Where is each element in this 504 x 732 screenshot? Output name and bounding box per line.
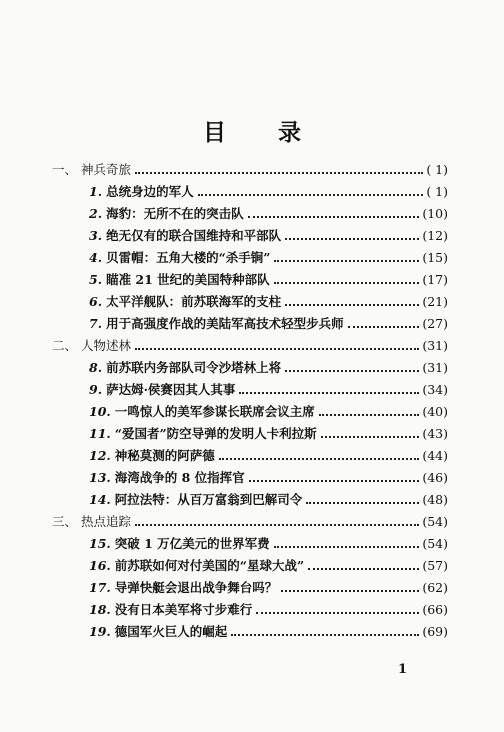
page-ref: (21) bbox=[422, 294, 448, 309]
item-title: 神秘莫测的阿萨德 bbox=[114, 448, 215, 463]
dot-leader bbox=[321, 436, 420, 438]
page-ref: (17) bbox=[422, 272, 448, 287]
item-number: 7. bbox=[89, 316, 103, 331]
item-title: 阿拉法特：从百万富翁到巴解司令 bbox=[114, 492, 303, 507]
toc-item[interactable] bbox=[52, 268, 448, 288]
dot-leader bbox=[274, 282, 420, 284]
item-number: 14. bbox=[89, 492, 111, 507]
item-title: 德国军火巨人的崛起 bbox=[114, 624, 228, 639]
dot-leader bbox=[319, 414, 420, 416]
item-number: 4. bbox=[89, 250, 103, 265]
page-ref: (34) bbox=[422, 382, 448, 397]
item-number: 15. bbox=[89, 536, 111, 551]
page-ref: (27) bbox=[422, 316, 448, 331]
toc-item[interactable] bbox=[52, 532, 448, 552]
dot-leader bbox=[285, 238, 419, 240]
page-ref: (12) bbox=[422, 228, 448, 243]
toc-item[interactable] bbox=[52, 620, 448, 640]
dot-leader bbox=[274, 260, 419, 262]
item-number: 18. bbox=[89, 602, 111, 617]
page-ref: (48) bbox=[422, 492, 448, 507]
item-number: 16. bbox=[89, 558, 111, 573]
toc-item[interactable] bbox=[52, 180, 448, 200]
toc-item[interactable] bbox=[52, 356, 448, 376]
dot-leader bbox=[135, 172, 423, 174]
dot-leader bbox=[219, 458, 420, 460]
page-ref: (66) bbox=[422, 602, 448, 617]
dot-leader bbox=[135, 524, 419, 526]
page-title: 目 录 bbox=[202, 119, 323, 146]
section-number: 三、 bbox=[52, 514, 78, 529]
page-ref: (62) bbox=[422, 580, 448, 595]
item-title: 瞄准 21 世纪的美国特种部队 bbox=[106, 272, 270, 287]
page-ref: (43) bbox=[422, 426, 448, 441]
toc-item[interactable] bbox=[52, 488, 448, 508]
toc-item[interactable] bbox=[52, 378, 448, 398]
section-title: 人物述林 bbox=[81, 338, 132, 353]
dot-leader bbox=[306, 502, 419, 504]
page-number: 1 bbox=[398, 662, 408, 677]
section-title: 神兵奇旅 bbox=[81, 162, 132, 177]
dot-leader bbox=[249, 480, 420, 482]
item-title: 海豹：无所不在的突击队 bbox=[106, 206, 244, 221]
page-ref: (69) bbox=[422, 624, 448, 639]
toc-item[interactable] bbox=[52, 312, 448, 332]
toc-item[interactable] bbox=[52, 400, 448, 420]
item-title: 突破 1 万亿美元的世界军费 bbox=[114, 536, 270, 551]
page-ref: ( 1) bbox=[426, 184, 448, 199]
page-ref: (54) bbox=[422, 514, 448, 529]
dot-leader bbox=[285, 304, 419, 306]
toc-item[interactable] bbox=[52, 224, 448, 244]
dot-leader bbox=[198, 194, 424, 196]
item-number: 11. bbox=[89, 426, 111, 441]
item-number: 10. bbox=[89, 404, 111, 419]
item-title: 总统身边的军人 bbox=[106, 184, 194, 199]
item-title: 贝雷帽：五角大楼的“杀手锏” bbox=[106, 250, 271, 265]
dot-leader bbox=[231, 634, 419, 636]
toc-item[interactable] bbox=[52, 202, 448, 222]
item-number: 1. bbox=[89, 184, 103, 199]
dot-leader bbox=[348, 326, 420, 328]
item-number: 3. bbox=[89, 228, 103, 243]
section-title: 热点追踪 bbox=[81, 514, 132, 529]
item-title: 没有日本美军将寸步难行 bbox=[114, 602, 253, 617]
dot-leader bbox=[248, 216, 420, 218]
dot-leader bbox=[281, 590, 419, 592]
page-ref: (57) bbox=[422, 558, 448, 573]
toc-item[interactable] bbox=[52, 466, 448, 486]
item-title: 前苏联内务部队司令沙塔林上将 bbox=[106, 360, 282, 375]
toc-section[interactable] bbox=[52, 510, 448, 530]
item-title: 用于高强度作战的美陆军高技术轻型步兵师 bbox=[106, 316, 344, 331]
item-number: 6. bbox=[89, 294, 103, 309]
item-title: 绝无仅有的联合国维持和平部队 bbox=[106, 228, 282, 243]
item-number: 5. bbox=[89, 272, 103, 287]
toc-item[interactable] bbox=[52, 290, 448, 310]
page-ref: (40) bbox=[422, 404, 448, 419]
toc-section[interactable] bbox=[52, 334, 448, 354]
item-number: 17. bbox=[89, 580, 111, 595]
toc-item[interactable] bbox=[52, 576, 448, 596]
toc-item[interactable] bbox=[52, 554, 448, 574]
toc-item[interactable] bbox=[52, 246, 448, 266]
toc-section[interactable] bbox=[52, 158, 448, 178]
section-number: 一、 bbox=[52, 162, 78, 177]
page-ref: ( 1) bbox=[426, 162, 448, 177]
page-ref: (10) bbox=[422, 206, 448, 221]
item-title: 导弹快艇会退出战争舞台吗？ bbox=[114, 580, 278, 595]
section-number: 二、 bbox=[52, 338, 78, 353]
dot-leader bbox=[256, 612, 419, 614]
item-title: 萨达姆·侯赛因其人其事 bbox=[106, 382, 236, 397]
page-ref: (46) bbox=[422, 470, 448, 485]
item-title: 海湾战争的 8 位指挥官 bbox=[114, 470, 245, 485]
dot-leader bbox=[135, 348, 419, 350]
item-title: “爱国者”防空导弹的发明人卡利拉斯 bbox=[114, 426, 317, 441]
toc-item[interactable] bbox=[52, 422, 448, 442]
item-number: 2. bbox=[89, 206, 103, 221]
dot-leader bbox=[308, 568, 419, 570]
page-ref: (54) bbox=[422, 536, 448, 551]
item-title: 一鸣惊人的美军参谋长联席会议主席 bbox=[114, 404, 315, 419]
item-title: 太平洋舰队：前苏联海军的支柱 bbox=[106, 294, 282, 309]
item-number: 13. bbox=[89, 470, 111, 485]
page-ref: (44) bbox=[422, 448, 448, 463]
item-title: 前苏联如何对付美国的“星球大战” bbox=[114, 558, 305, 573]
dot-leader bbox=[274, 546, 420, 548]
page-ref: (15) bbox=[422, 250, 448, 265]
dot-leader bbox=[285, 370, 419, 372]
toc-item[interactable] bbox=[52, 444, 448, 464]
item-number: 9. bbox=[89, 382, 103, 397]
item-number: 8. bbox=[89, 360, 103, 375]
page-ref: (31) bbox=[422, 338, 448, 353]
item-number: 19. bbox=[89, 624, 111, 639]
toc-item[interactable] bbox=[52, 598, 448, 618]
item-number: 12. bbox=[89, 448, 111, 463]
page-ref: (31) bbox=[422, 360, 448, 375]
dot-leader bbox=[239, 392, 419, 394]
